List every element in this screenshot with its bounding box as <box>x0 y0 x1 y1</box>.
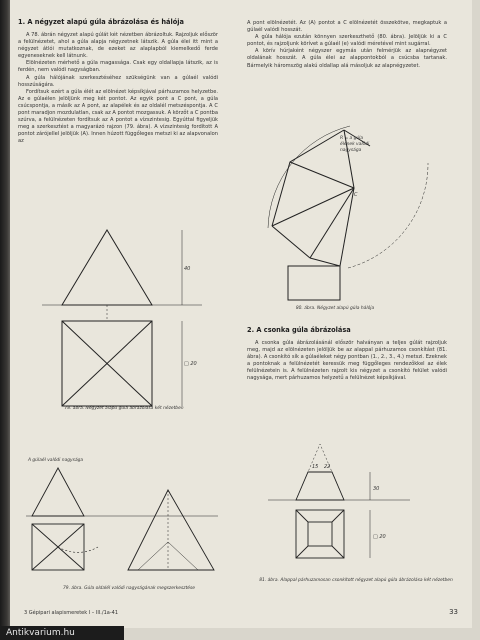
watermark-logo: Antikvarium.hu <box>0 626 124 640</box>
section-heading-2: 2. A csonka gúla ábrázolása <box>247 326 351 334</box>
paragraph: A pont elölnézetét. Az (A) pontot a C elölnézetét összekötve, megkaptuk a gúlaél valódi hosszát. <box>247 20 447 34</box>
paragraph: A körív húrjaként négyszer egymás után felmérjük az alapnégyzet oldalának hosszát. A gúla élei az alappontokból a csúcsba tartanak. Bármelyik háromszög alakú oldallap alá másoljuk az alapnégyzetet. <box>247 48 447 69</box>
figure-81-caption: 81. ábra. Alappal párhuzamosan csonkított négyzet alapú gúla ábrázolása két nézetben <box>259 578 453 583</box>
paragraph: Fordítsuk ezért a gúla élét az elölnézet képsíkjával párhuzamos helyzetbe. Az e gúlaélen jelöljünk meg két pontot. Az egyik pont a C pont, a gúla csúcspontja, a másik az A pont, az alapélek és az oldalél metszéspontja. A C pont maradjon mozdulatlan, csak az A pontot mozgassuk. A körzőt a C pontba szúrva, a felülnézeten fordítsuk az A pontot a vízszintesig. Egyúttal figyeljük meg a szerkesztést a magyarázó rajzon (79. ábra). A vízszintesig fordított A pontot zárójellel jelöljük (A). Innen húzott függőleges metszi ki az alapvonalon az <box>18 88 218 145</box>
dim-top: 15 <box>312 464 319 470</box>
figure-80-note-line1: R = a gúla <box>340 136 364 141</box>
point-c-label: C <box>354 192 358 198</box>
figure-81-truncated-pyramid <box>260 438 460 578</box>
paragraph: A 78. ábrán négyzet alapú gúlát két nézetben ábrázoltuk. Rajzoljuk először a felülnézetet, ahol a gúla alapja négyzetnek látszik. A gúla élei itt mint a négyzet átlói mutatkoznak, de ezeket az alaplapból kiemelkedő ferde egyeneseknek kell látnunk. <box>18 32 218 60</box>
paragraph: Elölnézeten mérhető a gúla magassága. Csak egy oldallapja látszik, az is ferdén, nem valódi nagyságban. <box>18 60 218 74</box>
right-column-bottom <box>247 326 447 383</box>
figure-79-note: A gúlaél valódi nagysága <box>28 458 84 463</box>
figure-78-pyramid-two-views <box>32 225 222 415</box>
figure-79-caption: 79. ábra. Gúla oldalél valódi nagyságának megszerkesztése <box>63 586 195 591</box>
paragraph: A csonka gúla ábrázolásánál először halványan a teljes gúlát rajzoljuk meg, majd az elölnézeten jelöljük be az alappal párhuzamos csonkítást (81. ábra). A csonkító sík a gúlaéleket négy pontban (1., 2., 3., 4.) metszi. Ezeknek a pontoknak a felülnézetét keressük meg függőleges rendezőkkel az élek felülnézetein is. A felülnézeten rajzolt kis négyzet a csonkító felület valódi nagysága, mert párhuzamos helyzetű a felülnézet képsíkjával. <box>247 340 447 382</box>
dim-base: □ 20 <box>184 361 197 367</box>
section-heading-1: 1. A négyzet alapú gúla ábrázolása és hálója <box>18 18 184 26</box>
dim-height: 40 <box>184 266 191 272</box>
dim-22: 22 <box>324 464 331 470</box>
paragraph: A gúla hálójának szerkesztéséhez szükségünk van a gúlaél valódi hosszúságára. <box>18 74 218 88</box>
book-page <box>10 0 472 628</box>
paragraph: A gúla hálója ezután könnyen szerkeszthető (80. ábra). Jelöljük ki a C pontot, és rajzoljunk körívet a gúlaél (e) valódi méretével mint sugárral. <box>247 34 447 48</box>
figure-80-note-line2: élének valódi <box>340 142 370 147</box>
dim-base-81: □ 20 <box>373 534 386 540</box>
dim-truncated-height: 30 <box>373 486 380 492</box>
page-number: 33 <box>449 608 458 616</box>
figure-80-note-line3: nagysága <box>340 148 362 153</box>
figure-78-caption: 78. ábra. Négyzet alapú gúla ábrázolása két nézetben <box>64 406 184 411</box>
figure-80-caption: 80. ábra. Négyzet alapú gúla hálója <box>295 306 375 311</box>
footer-publication: 3 Gépipari alapismeretek I – III./1a-41 <box>24 610 118 616</box>
figure-80-note <box>340 136 400 154</box>
figure-79-true-length-construction <box>18 462 228 582</box>
left-column <box>18 18 218 146</box>
right-column-top <box>247 20 447 70</box>
